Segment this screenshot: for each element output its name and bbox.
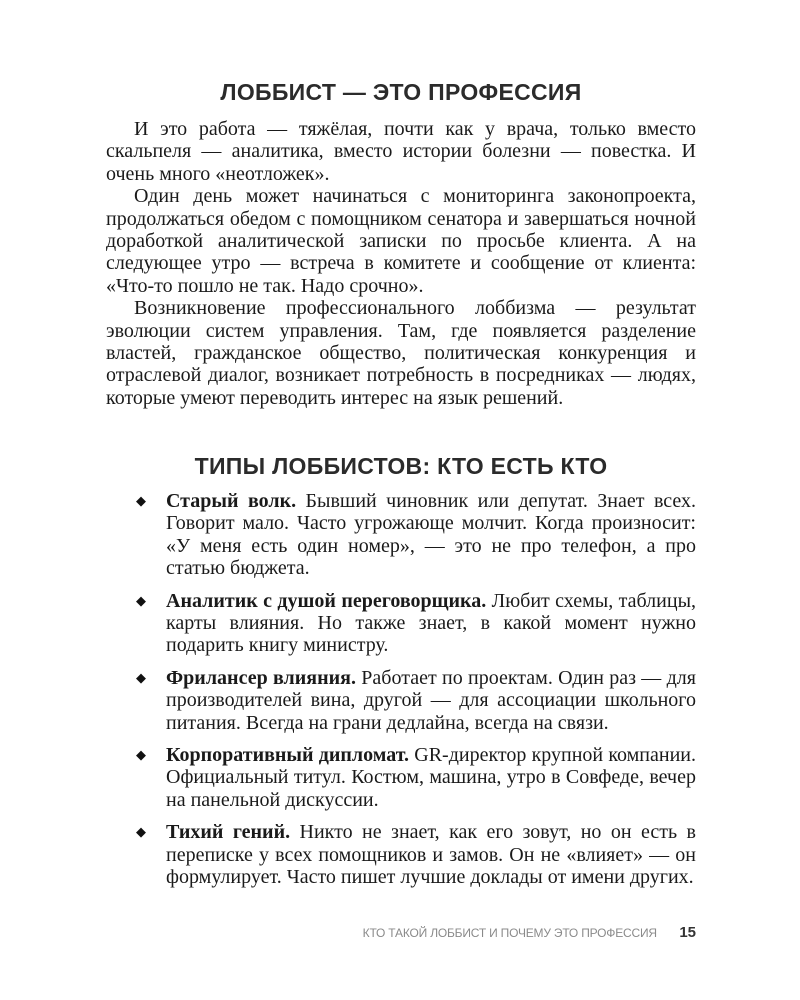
list-item-term: Старый волк.: [166, 490, 297, 512]
diamond-bullet-icon: ◆: [136, 747, 146, 763]
diamond-bullet-icon: ◆: [136, 592, 146, 608]
diamond-bullet-icon: ◆: [136, 493, 146, 508]
page-number: 15: [679, 924, 696, 942]
list-item-text: Любит схемы, таблицы, карты влияния. Но также знает, в какой момент нужно подарить книгу министру.: [166, 589, 697, 657]
list-item-text: Работает по проектам. Один раз — для производителей вина, другой — для ассоциации школьного питания. Всегда на грани дедлайна, всегда на связи.: [166, 666, 696, 734]
list-item: [136, 490, 696, 580]
lobbyist-types-list: [136, 490, 696, 899]
list-item-text: GR-директор крупной компании. Официальный титул. Костюм, машина, утро в Совфеде, вечер на панельной дискуссии.: [166, 744, 696, 811]
book-page: [106, 0, 696, 1000]
section-heading-types: ТИПЫ ЛОББИСТОВ: КТО ЕСТЬ КТО: [194, 453, 608, 479]
lobbyist-body-text: [106, 118, 696, 409]
list-item: [136, 821, 696, 888]
diamond-bullet-icon: ◆: [136, 824, 146, 840]
list-item: [136, 744, 696, 811]
paragraph: Возникновение профессионального лоббизма — результат эволюции систем управления. Там, где появляется разделение властей, гражданское общество, политическая конкуренция и отраслевой диалог, возникает потребность в посредниках — людях, которые умеют переводить интерес на язык решений.: [106, 297, 696, 409]
section-heading-lobbyist: ЛОББИСТ — ЭТО ПРОФЕССИЯ: [220, 79, 582, 105]
list-item-text: Никто не знает, как его зовут, но он есть в переписке у всех помощников и замов. Он не «влияет» — он формулирует. Часто пишет лучшие доклады от имени других.: [166, 821, 696, 889]
paragraph: Один день может начинаться с мониторинга законопроекта, продолжаться обедом с помощником сенатора и завершаться ночной доработкой аналитической записки по просьбе клиента. А на следующее утро — встреча в комитете и сообщение от клиента: «Что-то пошло не так. Надо срочно».: [106, 185, 696, 297]
list-item-term: Аналитик с душой переговорщика.: [166, 589, 487, 612]
running-head: КТО ТАКОЙ ЛОББИСТ И ПОЧЕМУ ЭТО ПРОФЕССИЯ: [362, 925, 657, 940]
page-footer: [106, 924, 696, 942]
list-item-term: Корпоративный дипломат.: [166, 744, 410, 767]
paragraph: И это работа — тяжёлая, почти как у врача, только вместо скальпеля — аналитика, вместо истории болезни — повестка. И очень много «неотложек».: [106, 118, 696, 185]
list-item-text: Бывший чиновник или депутат. Знает всех. Говорит мало. Часто угрожающе молчит. Когда произносит: «У меня есть один номер», — это не про телефон, а про статью бюджета.: [166, 490, 697, 580]
list-item: [136, 667, 696, 734]
list-item-term: Тихий гений.: [166, 821, 291, 844]
list-item-term: Фрилансер влияния.: [166, 666, 356, 689]
list-item: [136, 590, 696, 657]
diamond-bullet-icon: ◆: [136, 669, 146, 685]
